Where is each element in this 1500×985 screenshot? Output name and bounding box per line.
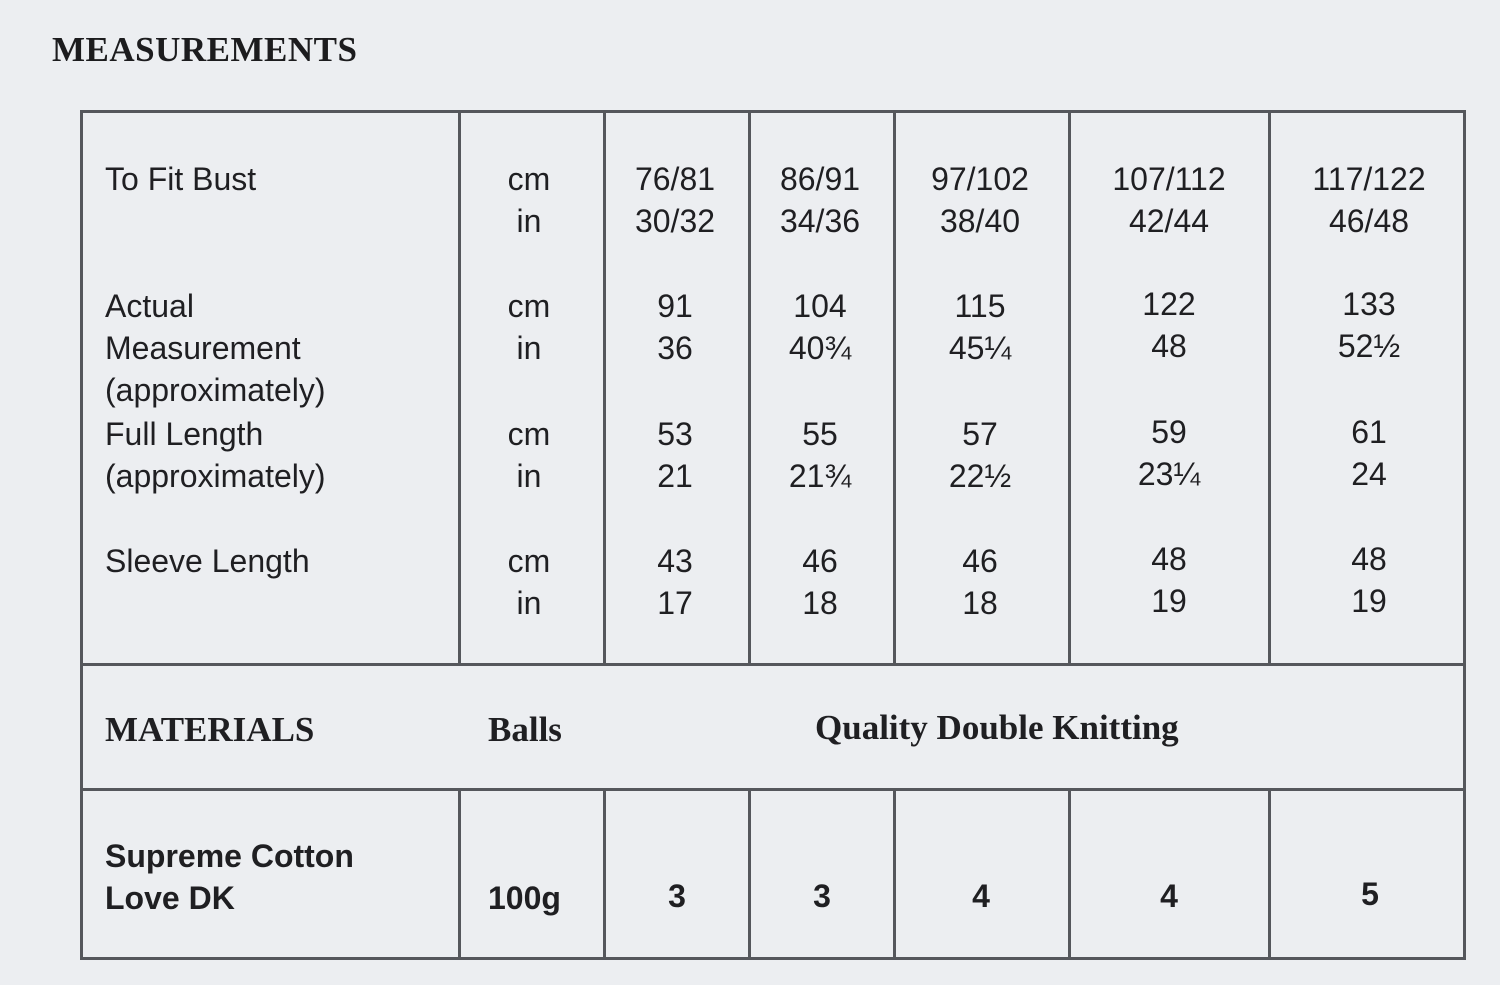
row-label: Full Length xyxy=(105,416,264,452)
size-value: 117/122 xyxy=(1312,161,1426,197)
unit-in: in xyxy=(516,585,542,621)
row-label: Measurement xyxy=(105,330,301,366)
ball-count: 3 xyxy=(668,878,686,914)
size-value: 38/40 xyxy=(939,203,1021,239)
size-value: 36 xyxy=(657,330,693,366)
column-divider xyxy=(1068,788,1071,957)
column-divider xyxy=(748,788,751,957)
size-value: 19 xyxy=(1351,583,1387,619)
size-value: 61 xyxy=(1351,414,1387,450)
unit-cm: cm xyxy=(507,543,551,579)
size-value: 86/91 xyxy=(779,161,861,197)
column-divider xyxy=(458,788,461,957)
unit-cm: cm xyxy=(507,288,551,324)
row-label: To Fit Bust xyxy=(105,161,257,197)
size-value: 122 xyxy=(1142,286,1196,322)
unit-in: in xyxy=(516,458,542,494)
ball-count: 4 xyxy=(972,878,990,914)
size-value: 30/32 xyxy=(634,203,716,239)
size-value: 40¾ xyxy=(788,330,852,366)
size-value: 76/81 xyxy=(634,161,716,197)
size-value: 21 xyxy=(657,458,693,494)
column-divider xyxy=(458,113,461,663)
column-divider xyxy=(1268,113,1271,663)
size-value: 24 xyxy=(1351,456,1387,492)
row-divider xyxy=(83,788,1463,791)
size-value: 21¾ xyxy=(788,458,852,494)
size-value: 52½ xyxy=(1337,328,1401,364)
ball-count: 5 xyxy=(1361,876,1379,912)
size-value: 104 xyxy=(793,288,847,324)
row-label: (approximately) xyxy=(105,372,326,408)
size-value: 48 xyxy=(1151,328,1187,364)
size-value: 22½ xyxy=(948,458,1012,494)
size-value: 133 xyxy=(1342,286,1396,322)
row-label: (approximately) xyxy=(105,458,326,494)
size-value: 42/44 xyxy=(1128,203,1210,239)
yarn-weight: 100g xyxy=(488,880,561,916)
ball-count: 3 xyxy=(813,878,831,914)
size-value: 18 xyxy=(802,585,838,621)
size-value: 46 xyxy=(802,543,838,579)
materials-title: MATERIALS xyxy=(105,710,315,749)
size-value: 57 xyxy=(962,416,998,452)
row-label: Sleeve Length xyxy=(105,543,310,579)
size-value: 55 xyxy=(802,416,838,452)
size-value: 43 xyxy=(657,543,693,579)
size-value: 34/36 xyxy=(779,203,861,239)
row-divider xyxy=(83,663,1463,666)
balls-header: Balls xyxy=(488,710,562,749)
quality-header: Quality Double Knitting xyxy=(815,708,1179,747)
unit-in: in xyxy=(516,330,542,366)
size-value: 45¼ xyxy=(948,330,1012,366)
unit-cm: cm xyxy=(507,416,551,452)
column-divider xyxy=(748,113,751,663)
size-value: 97/102 xyxy=(931,161,1029,197)
ball-count: 4 xyxy=(1160,878,1178,914)
size-value: 59 xyxy=(1151,414,1187,450)
size-value: 107/112 xyxy=(1112,161,1226,197)
size-value: 48 xyxy=(1351,541,1387,577)
size-value: 17 xyxy=(657,585,693,621)
row-label: Actual xyxy=(105,288,194,324)
size-value: 19 xyxy=(1151,583,1187,619)
column-divider xyxy=(603,788,606,957)
column-divider xyxy=(893,113,896,663)
size-value: 46/48 xyxy=(1328,203,1410,239)
yarn-name: Love DK xyxy=(105,880,235,916)
column-divider xyxy=(1268,788,1271,957)
size-value: 115 xyxy=(954,288,1006,324)
size-value: 53 xyxy=(657,416,693,452)
size-value: 48 xyxy=(1151,541,1187,577)
unit-cm: cm xyxy=(507,161,551,197)
page-title: MEASUREMENTS xyxy=(52,30,358,69)
column-divider xyxy=(1068,113,1071,663)
size-value: 23¼ xyxy=(1137,456,1201,492)
size-value: 18 xyxy=(962,585,998,621)
unit-in: in xyxy=(516,203,542,239)
yarn-name: Supreme Cotton xyxy=(105,838,354,874)
size-value: 91 xyxy=(657,288,693,324)
column-divider xyxy=(603,113,606,663)
measurements-table xyxy=(80,110,1466,960)
column-divider xyxy=(893,788,896,957)
size-value: 46 xyxy=(962,543,998,579)
